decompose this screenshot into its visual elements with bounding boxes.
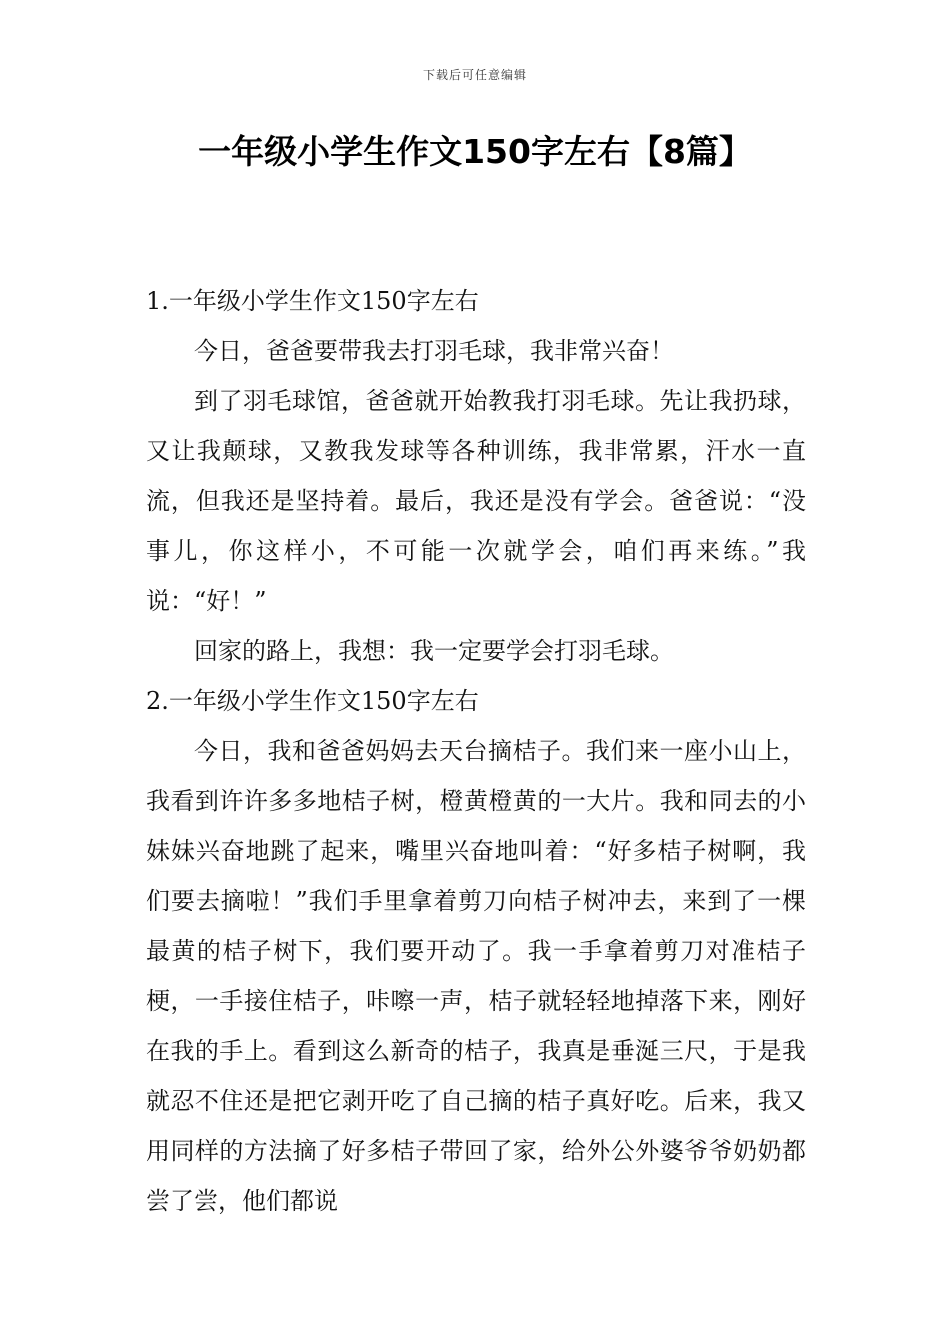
section-heading: 1.一年级小学生作文150字左右 (146, 287, 479, 315)
document-body (146, 276, 806, 1226)
paragraph: 到了羽毛球馆，爸爸就开始教我打羽毛球。先让我扔球，又让我颠球，又教我发球等各种训练，我非常累，汗水一直流，但我还是坚持着。最后，我还是没有学会。爸爸说：“没事儿，你这样小，不可能一次就学会，咱们再来练。”我说：“好！” (146, 387, 806, 615)
paragraph: 今日，我和爸爸妈妈去天台摘桔子。我们来一座小山上，我看到许许多多地桔子树，橙黄橙黄的一大片。我和同去的小妹妹兴奋地跳了起来，嘴里兴奋地叫着：“好多桔子树啊，我们要去摘啦！”我们手里拿着剪刀向桔子树冲去，来到了一棵最黄的桔子树下，我们要开动了。我一手拿着剪刀对准桔子梗，一手接住桔子，咔嚓一声，桔子就轻轻地掉落下来，刚好在我的手上。看到这么新奇的桔子，我真是垂涎三尺，于是我就忍不住还是把它剥开吃了自己摘的桔子真好吃。后来，我又用同样的方法摘了好多桔子带回了家，给外公外婆爷爷奶奶都尝了尝，他们都说 (146, 737, 806, 1215)
paragraph: 回家的路上，我想：我一定要学会打羽毛球。 (194, 637, 674, 665)
document-title: 一年级小学生作文150字左右【8篇】 (198, 132, 752, 171)
section-heading: 2.一年级小学生作文150字左右 (146, 687, 479, 715)
essay-section-1 (146, 276, 806, 676)
paragraph: 今日，爸爸要带我去打羽毛球，我非常兴奋！ (194, 337, 674, 365)
header-note: 下载后可任意编辑 (422, 68, 527, 82)
essay-section-2 (146, 676, 806, 1226)
